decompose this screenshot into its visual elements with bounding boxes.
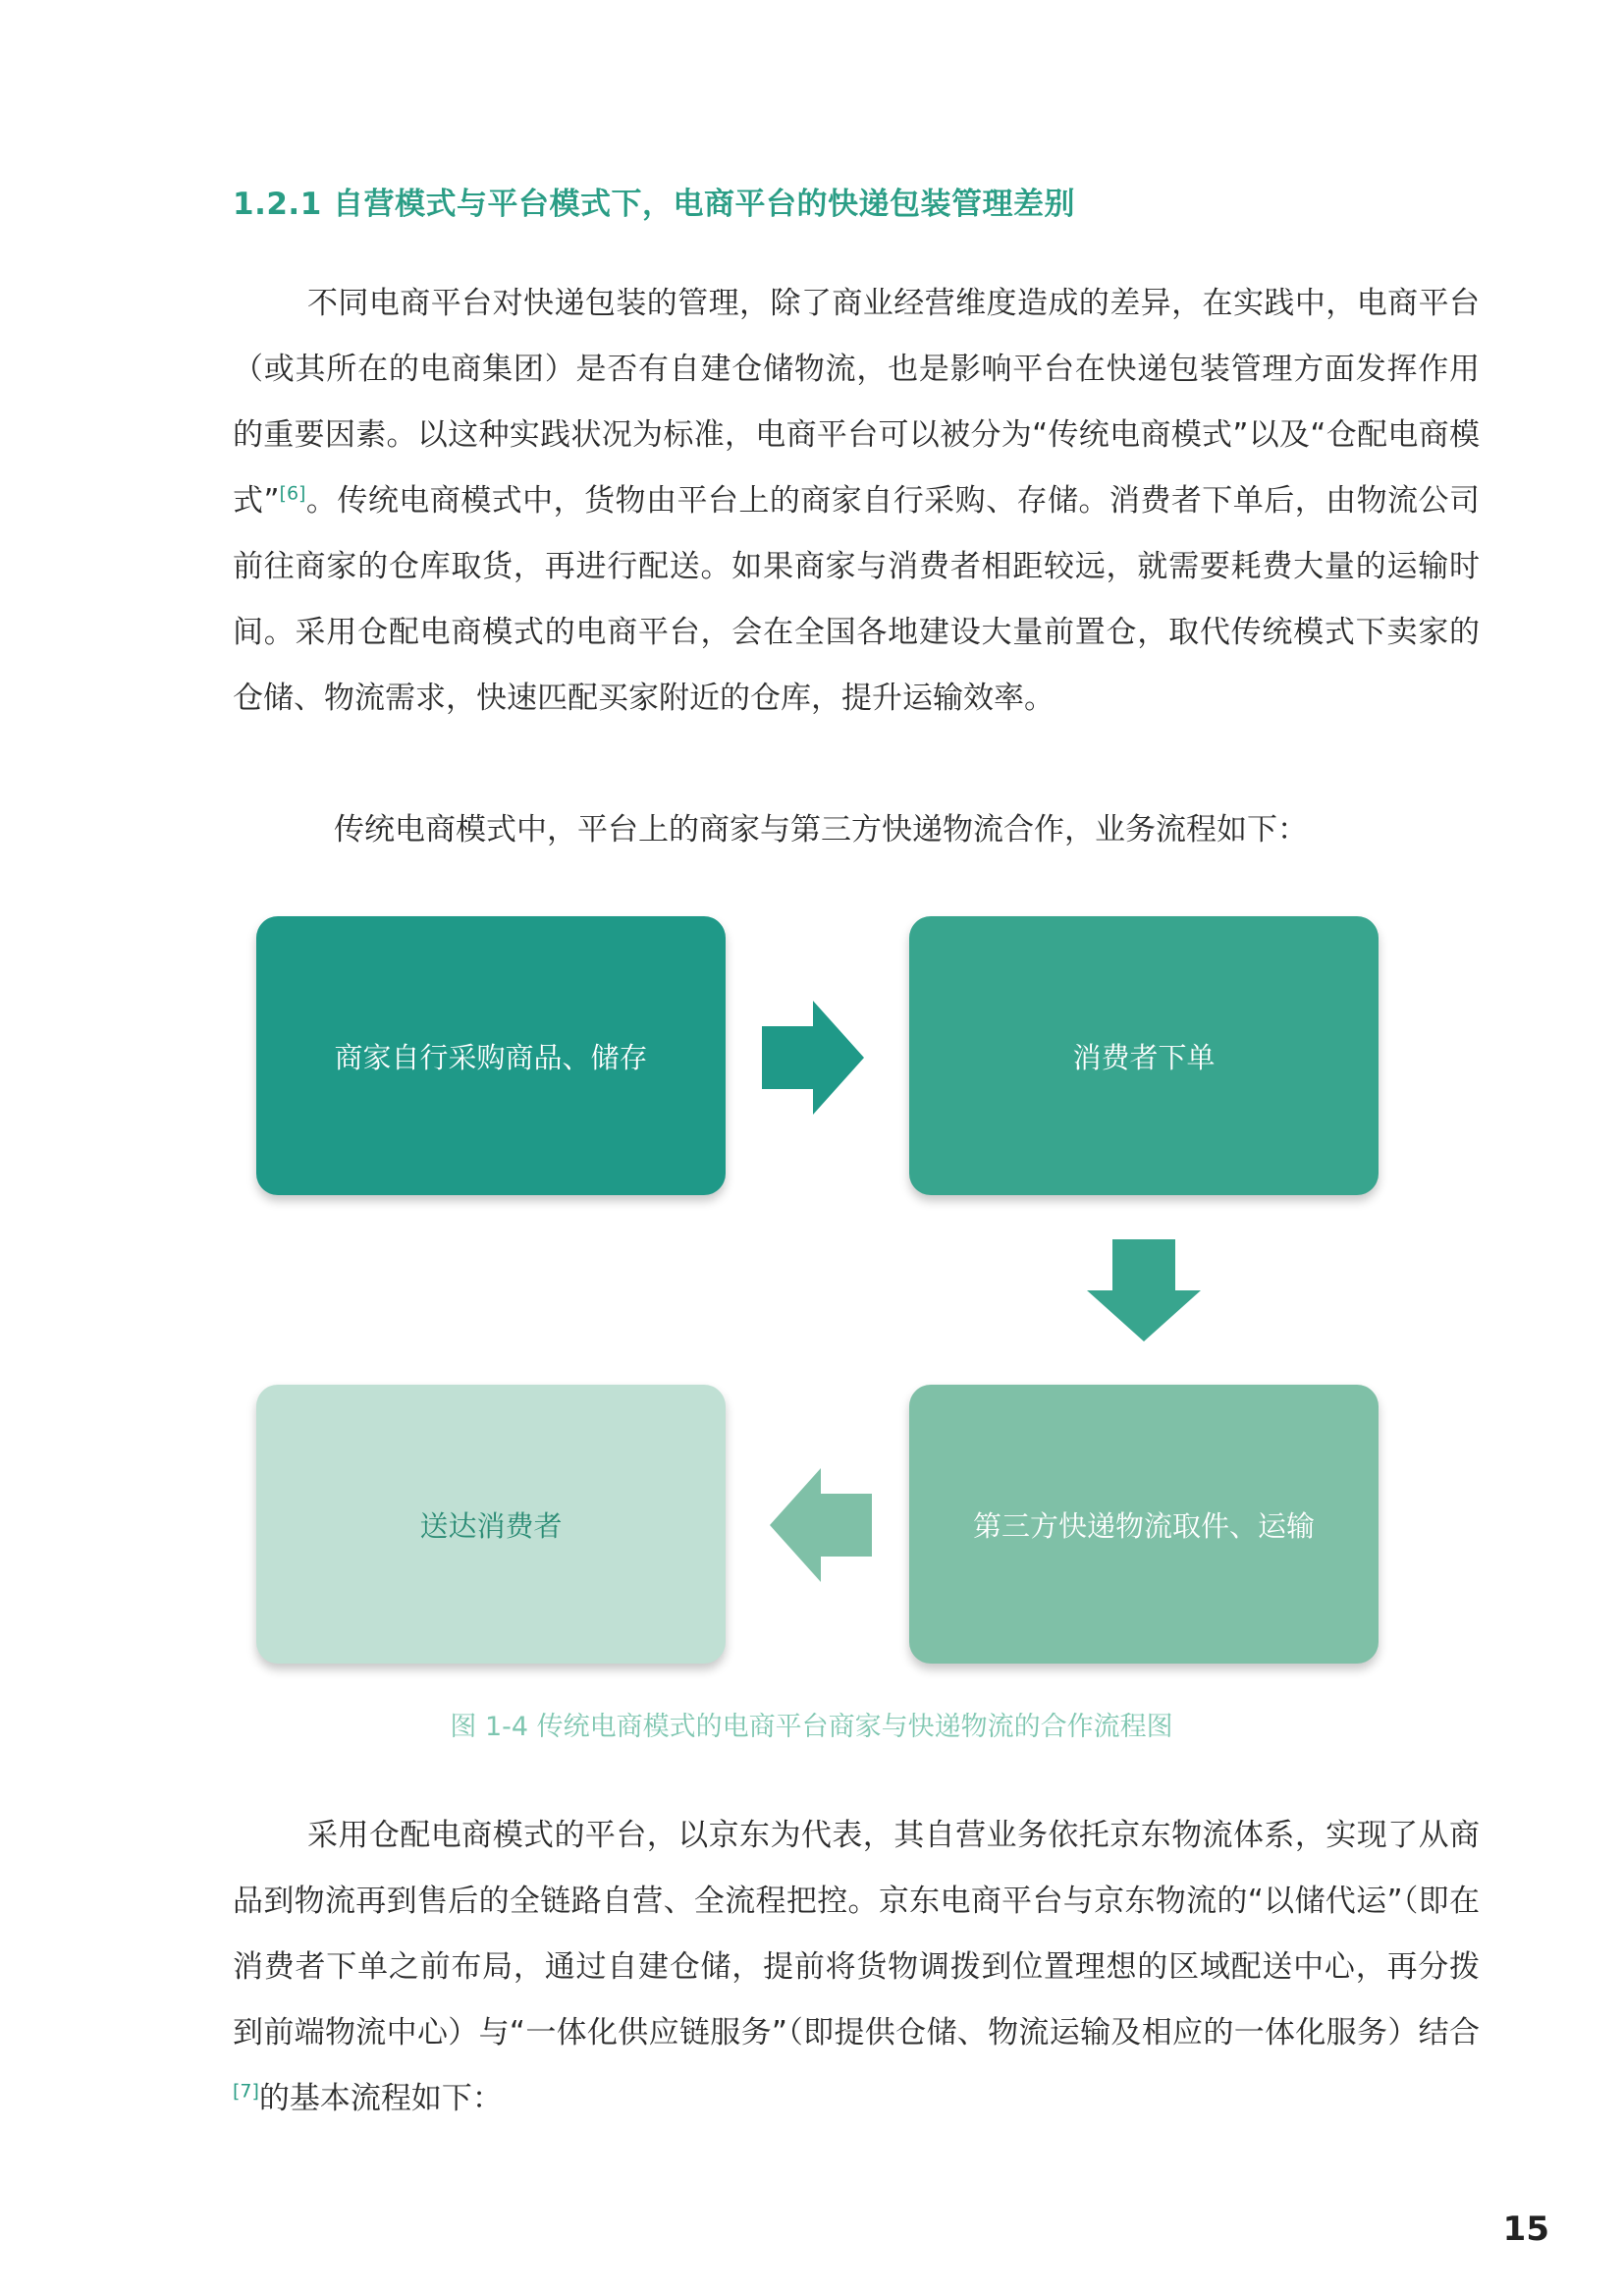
paragraph-jd [233, 1803, 1480, 2132]
flow-step-label: 商家自行采购商品、储存 [334, 1040, 648, 1074]
paragraph-intro-text-1: 不同电商平台对快递包装的管理，除了商业经营维度造成的差异，在实践中，电商平台（或其所在的电商集团）是否有自建仓储物流，也是影响平台在快递包装管理方面发挥作用的重要因素。以这种实践状况为标准，电商平台可以被分为“传统电商模式”以及“仓配电商模式” [233, 286, 1480, 519]
arrow-left-icon [766, 1466, 874, 1584]
flow-step-merchant-purchase [256, 916, 726, 1195]
arrow-right-icon [762, 999, 870, 1117]
paragraph-flow-intro: 传统电商模式中，平台上的商家与第三方快递物流合作，业务流程如下： [334, 812, 1308, 847]
flow-step-consumer-order [909, 916, 1379, 1195]
flow-step-delivered [256, 1385, 726, 1664]
flow-step-label: 消费者下单 [1072, 1040, 1216, 1074]
section-heading: 1.2.1 自营模式与平台模式下，电商平台的快递包装管理差别 [233, 187, 1076, 222]
paragraph-jd-text-1: 采用仓配电商模式的平台，以京东为代表，其自营业务依托京东物流体系，实现了从商品到物流再到售后的全链路自营、全流程把控。京东电商平台与京东物流的“以储代运”（即在消费者下单之前布局，通过自建仓储，提前将货物调拨到位置理想的区域配送中心，再分拨到前端物流中心）与“一体化供应链服务”（即提供仓储、物流运输及相应的一体化服务）结合 [233, 1818, 1480, 2050]
arrow-down-icon [1085, 1239, 1203, 1347]
citation-7[interactable]: [7] [233, 2080, 259, 2103]
figure-caption: 图 1-4 传统电商模式的电商平台商家与快递物流的合作流程图 [450, 1712, 1173, 1742]
paragraph-intro [233, 271, 1480, 732]
flow-step-label: 第三方快递物流取件、运输 [972, 1508, 1315, 1543]
citation-6[interactable]: [6] [279, 482, 306, 505]
paragraph-intro-text-2: 。传统电商模式中，货物由平台上的商家自行采购、存储。消费者下单后，由物流公司前往商家的仓库取货，再进行配送。如果商家与消费者相距较远，就需要耗费大量的运输时间。采用仓配电商模式的电商平台，会在全国各地建设大量前置仓，取代传统模式下卖家的仓储、物流需求，快速匹配买家附近的仓库，提升运输效率。 [233, 483, 1481, 716]
page-number: 15 [1502, 2210, 1549, 2249]
flow-step-label: 送达消费者 [419, 1508, 563, 1543]
flow-step-courier-pickup [909, 1385, 1379, 1664]
paragraph-jd-text-2: 的基本流程如下： [258, 2081, 503, 2116]
